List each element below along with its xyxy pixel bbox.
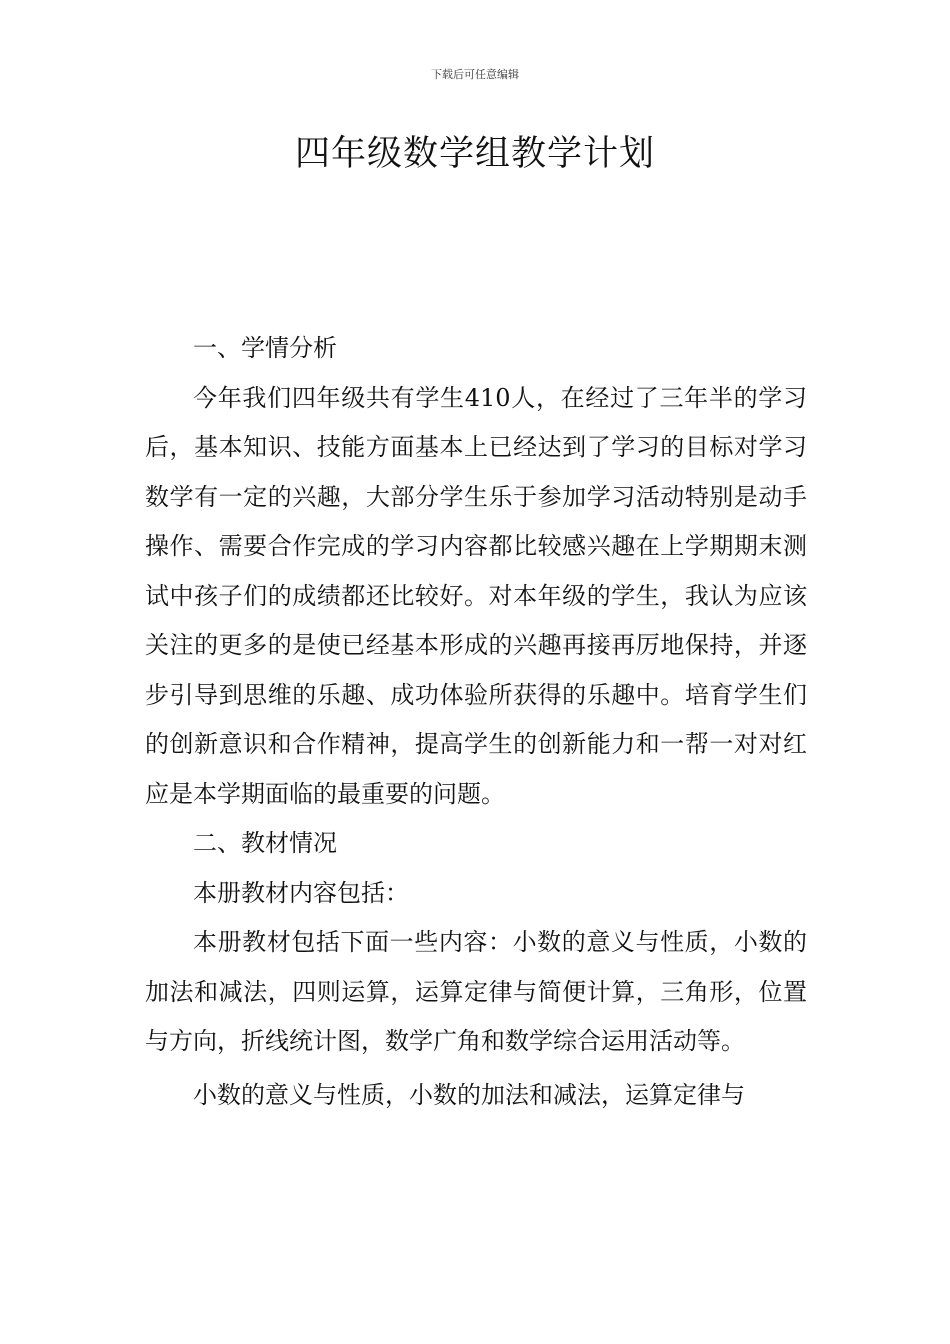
paragraph-learning-analysis: 今年我们四年级共有学生410人，在经过了三年半的学习后，基本知识、技能方面基本上已经达到了学习的目标对学习数学有一定的兴趣，大部分学生乐于参加学习活动特别是动手操作、需要合作完成的学习内容都比较感兴趣在上学期期末测试中孩子们的成绩都还比较好。对本年级的学生，我认为应该关注的更多的是使已经基本形成的兴趣再接再厉地保持，并逐步引导到思维的乐趣、成功体验所获得的乐趣中。培育学生们的创新意识和合作精神，提高学生的创新能力和一帮一对对红应是本学期面临的最重要的问题。: [145, 383, 807, 808]
paragraph-textbook-continued: 小数的意义与性质，小数的加法和减法，运算定律与: [193, 1080, 745, 1109]
section-heading-textbook: 二、教材情况: [193, 829, 337, 857]
document-body: [145, 324, 807, 1120]
paragraph-textbook-intro: 本册教材内容包括：: [193, 878, 409, 907]
paragraph-textbook-contents: 本册教材包括下面一些内容：小数的意义与性质，小数的加法和减法，四则运算，运算定律与简便计算，三角形，位置与方向，折线统计图，数学广角和数学综合运用活动等。: [145, 928, 807, 1055]
document-title: 四年级数学组教学计划: [294, 134, 655, 174]
page-header-note: 下载后可任意编辑: [431, 68, 519, 81]
section-heading-learning-analysis: 一、学情分析: [193, 334, 337, 362]
